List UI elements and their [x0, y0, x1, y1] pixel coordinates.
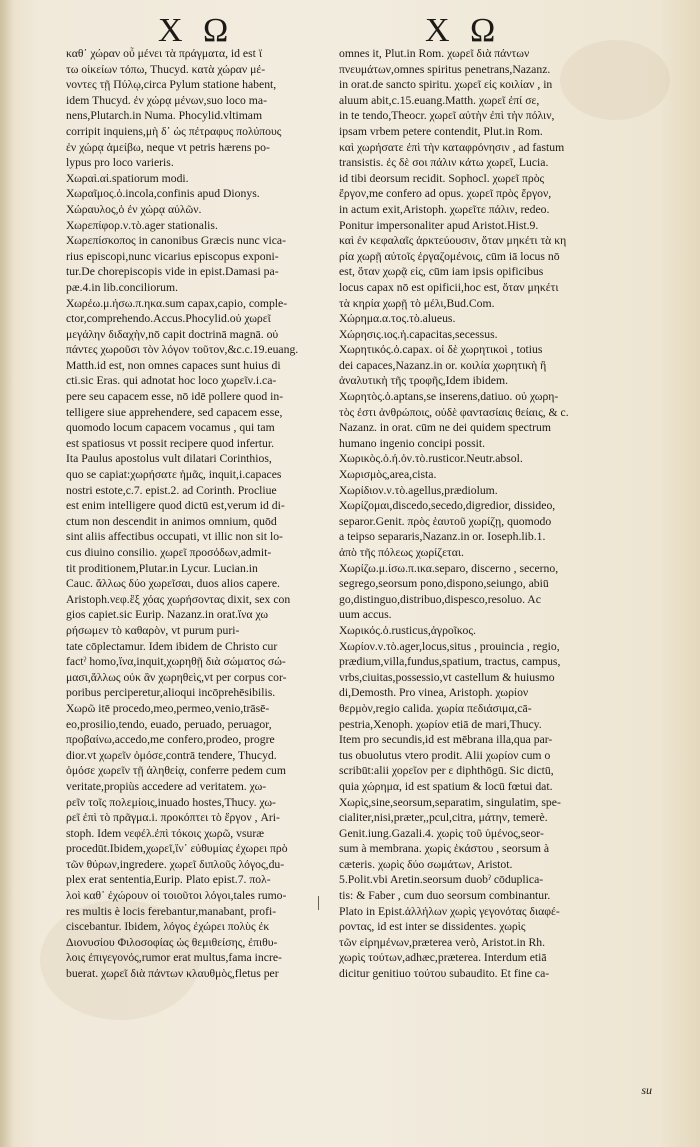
text-line: μασι,ἄλλως οὐκ ἂν χωρηθεὶς,vt per corpus cor-	[66, 670, 287, 684]
text-line: pere seu capacem esse, nō idē pollere quod in-	[66, 390, 284, 404]
text-line: καθ᾽ χώραν οὖ μένει τὰ πράγματα, id est ϊ	[66, 47, 262, 60]
text-line: corripit inquiens,μὴ δ᾽ ὡς πέτραφυς πολύπους	[66, 124, 282, 138]
text-line: Cauc. ἄλλως δύο χωρεῖσαι, duos alios capere.	[66, 577, 280, 591]
text-line: pestria,Xenoph. χωρίον etiā de mari,Thucy.	[339, 717, 542, 731]
text-line: quo se capiat:χωρήσατε ἡμᾶς, inquit,i.capaces	[66, 468, 282, 482]
text-line: omnes it, Plut.in Rom. χωρεῖ διὰ πάντων	[339, 47, 530, 60]
text-line: Χωρὶς,sine,seorsum,separatim, singulatim, spe-	[339, 795, 561, 809]
text-line: cti.sic Eras. qui adnotat hoc loco χωρεῖν.i.ca-	[66, 374, 277, 388]
text-line: di,Demosth. Pro vinea, Aristoph. χωρίον	[339, 686, 529, 700]
text-line: τὸς ἐστι ἀνθρώποις, οὐδὲ φαντασίαις θείαις, & c.	[339, 405, 569, 419]
text-line: dicitur genitiuo τούτου subaudito. Et fine ca-	[339, 967, 550, 981]
text-line: Χωρητικός.ὁ.capax. οἱ δὲ χωρητικοὶ , totius	[339, 343, 543, 357]
text-line: tis: & Faber , cum duo seorsum combinantur.	[339, 889, 551, 903]
gutter-mark	[318, 896, 319, 910]
text-line: πνευμάτων,omnes spiritus penetrans,Nazanz.	[339, 62, 551, 76]
text-line: prædium,villa,fundus,spatium, tractus, campus,	[339, 655, 561, 669]
text-line: lypus pro loco varieris.	[66, 156, 174, 170]
text-line: poribus perciperetur,alioqui incōprehēsibilis.	[66, 686, 276, 700]
text-line: telligere siue apprehendere, sed capacem esse,	[66, 405, 283, 419]
text-line: cus diuino consilio. χωρεῖ προσόδων,admit-	[66, 546, 272, 559]
text-line: transistis. ἐς δὲ σοι πάλιν κάτω χωρεῖ, Lucia.	[339, 156, 549, 170]
text-line: τῶν εἰρημένων,præterea verò, Aristot.in Rh.	[339, 935, 546, 949]
text-line: ἀναλυτικὴ τῆς τροφῆς,Idem ibidem.	[339, 374, 508, 388]
left-column	[66, 46, 336, 1076]
text-line: plex erat sententia,Eurip. Plato epist.7. πολ-	[66, 873, 271, 887]
text-line: tur.De chorepiscopis vide in epist.Damasi pa-	[66, 265, 279, 279]
text-line: idem Thucyd. ἐν χώρᾳ μένων,suo loco ma-	[66, 93, 267, 107]
text-line: Χωραῖμος.ὁ.incola,confinis apud Dionys.	[66, 187, 260, 201]
text-line: ροντας, id est inter se dissidentes. χωρὶς	[339, 920, 526, 934]
text-line: tus obuolutus vtero prodit. Alii χωρίον cum ο	[339, 748, 551, 762]
text-line: ὁμόσε χωρεῖν τῇ ἀληθείᾳ, conferre pedem cum	[66, 764, 286, 778]
text-line: humano ingenio concipi possit.	[339, 436, 486, 450]
text-line: Διονυσίου Φιλοσοφίας ὡς θεμιθείσης, ἐπιθυ-	[66, 935, 278, 949]
text-line: id tibi deorsum recidit. Sophocl. χωρεῖ πρὸς	[339, 171, 545, 185]
text-line: ctor,comprehendo.Accus.Phocylid.οὐ χωρεῖ	[66, 312, 271, 326]
text-line: Χώρημα.α.τος.τὸ.alueus.	[339, 312, 456, 326]
text-line: Χωρέω.μ.ήσω.π.ηκα.sum capax,capio, comple-	[66, 296, 288, 310]
text-line: in actum exit,Aristoph. χωρεῖτε πάλιν, redeo.	[339, 202, 550, 216]
text-line: sint aliis affectibus occupati, vt illic non sit lo-	[66, 530, 283, 544]
text-line: ἔργον,me confero ad opus. χωρεῖ πρὸς ἔργον,	[339, 187, 552, 201]
text-line: νοντες τῇ Πύλῳ,circa Pylum statione habent,	[66, 78, 277, 92]
text-line: quomodo locum capacem vocamus , qui tam	[66, 421, 275, 435]
text-line: sum à membrana. χωρὶς ἑκάστου , seorsum à	[339, 842, 550, 856]
text-line: res multis è locis ferebantur,manabant, profi-	[66, 904, 277, 918]
text-line: Χώρησις.ιος.ἡ.capacitas,secessus.	[339, 327, 498, 341]
text-line: cæteris. χωρὶς δύο σωμάτων, Aristot.	[339, 857, 513, 871]
text-line: aluum abit,c.15.euang.Matth. χωρεῖ ἐπί σε,	[339, 93, 540, 107]
text-line: Χωρισμὸς,area,cista.	[339, 468, 437, 482]
text-line: ipsam vrbem petere contendit, Plut.in Rom.	[339, 124, 543, 138]
right-column	[339, 46, 609, 1076]
text-line: dei capaces,Nazanz.in or. κοιλία χωρητικὴ ἢ	[339, 358, 547, 372]
text-line: τῶν θύρων,ingredere. χωρεῖ διπλοῦς λόγος,du-	[66, 857, 285, 871]
running-header-right: X Ω	[425, 12, 502, 49]
text-line: Ita Paulus apostolus vult dilatari Corinthios,	[66, 452, 272, 466]
text-line: uum accus.	[339, 608, 392, 622]
text-line: rius episcopi,nunc vicarius episcopus exponi-	[66, 249, 279, 263]
text-line: locus capax nō est opificii,hoc est, ὅταν μηκέτι	[339, 280, 559, 294]
text-line: Χωρίζομαι,discedo,secedo,digredior, dissideo,	[339, 499, 556, 513]
text-line: μεγάλην διδαχὴν,nō capit doctrinā magnā. οὐ	[66, 327, 279, 341]
text-line: χωρὶς τούτων,adhæc,præterea. Interdum etiā	[339, 951, 547, 965]
text-line: in orat.de sancto spiritu. χωρεῖ εἰς κοιλίαν , in	[339, 78, 553, 92]
text-line: scribūt:alii χορεῖον per ε diphthōgū. Sic dictū,	[339, 764, 554, 778]
text-line: Ponitur impersonaliter apud Aristot.Hist.9.	[339, 218, 539, 232]
text-line: vrbs,ciuitas,possessio,vt castellum & huiusmo	[339, 670, 555, 684]
text-line: gios capiet.sic Eurip. Nazanz.in orat.ἵνα χω	[66, 608, 269, 622]
text-line: quia χώρημα, id est spatium & locū fœtui dat.	[339, 779, 553, 793]
text-line: est enim intelligere quod dictū est,verum id di-	[66, 499, 285, 513]
text-line: Χωρῶ itē procedo,meo,permeo,venio,trāsē-	[66, 701, 270, 715]
text-line: eo,prosilio,tendo, euado, peruado, peruagor,	[66, 717, 272, 731]
text-line: factˀ homo,ἵνα,inquit,χωρηθῇ διὰ σώματος σώ-	[66, 655, 286, 669]
text-line: ctum non descendit in animos omnium, quōd	[66, 514, 277, 528]
text-line: ἐν χώρᾳ ἀμείβω, neque vt petris hærens po-	[66, 140, 270, 154]
binding-shadow	[0, 0, 14, 1147]
text-line: καὶ ἐν κεφαλαῖς ἀρκτεύουσιν, ὅταν μηκέτι τὰ κη	[339, 234, 567, 248]
text-line: pæ.4.in lib.conciliorum.	[66, 280, 178, 294]
text-line: est spatiosus vt possit recipere quod infertur.	[66, 436, 275, 450]
text-line: τω οἰκείων τόπω, Thucyd. κατὰ χώραν μέ-	[66, 62, 266, 76]
text-line: Plato in Epist.ἀλλήλων χωρὶς γεγονότας διαφέ-	[339, 904, 560, 918]
text-line: Aristoph.νεφ.ἓξ χόας χωρήσοντας dixit, sex con	[66, 592, 291, 606]
text-line: segrego,seorsum pono,dispono,seiungo, abiū	[339, 577, 549, 591]
text-line: πάντες χωροῦσι τὸν λόγον τοῦτον,&c.c.19.euang.	[66, 343, 299, 357]
text-line: λοις ἐπιγεγονός,rumor erat multus,fama incre-	[66, 951, 282, 965]
catchword: su	[641, 1083, 652, 1097]
text-line: separor.Genit. πρὸς ἑαυτοῦ χωρίζῃ, quomodo	[339, 514, 552, 528]
text-line: nens,Plutarch.in Numa. Phocylid.vltimam	[66, 109, 263, 123]
text-line: procedūt.Ibidem,χωρεῖ,ἵν᾽ εὐθυμίας ἐχωρει πρὸ	[66, 842, 288, 856]
text-line: προβαίνω,accedo,me confero,prodeo, progre	[66, 733, 275, 747]
text-line: est, ὅταν χωρᾷ εἰς, cūm iam ipsis opificibus	[339, 265, 544, 279]
text-line: Χωρικός.ὁ.rusticus,ἀγροῖκος.	[339, 623, 476, 637]
text-line: θερμὸν,regio calida. χωρία πεδιάσιμα,cā-	[339, 701, 532, 715]
text-line: λοὶ καθ᾽ ἐχώρουν οἱ τοιοῦτοι λόγοι,tales rumo-	[66, 889, 287, 903]
text-line: Χωρεπίσκοπος in canonibus Græcis nunc vica-	[66, 234, 286, 248]
text-line: ρεῖ ἐπὶ τὸ πρᾶγμα.i. προκόπτει τὸ ἔργον , Ari-	[66, 811, 280, 825]
text-line: stoph. Idem νεφέλ.ἐπὶ τόκοις χωρῶ, vsuræ	[66, 826, 265, 840]
text-line: ρήσωμεν τὸ καθαρὸν, vt purum puri-	[66, 623, 240, 637]
text-line: Χωρικὸς.ὁ.ή.ὁν.τὸ.rusticor.Neutr.absol.	[339, 452, 523, 466]
text-line: go,distinguo,distribuo,dispesco,resoluo. Ac	[339, 592, 541, 606]
text-line: ἀπὸ τῆς πόλεως χωρίζεται.	[339, 546, 464, 559]
text-line: buerat. χωρεῖ διὰ πάντων κλαυθμὸς,fletus per	[66, 967, 279, 981]
text-line: 5.Polit.vbi Aretin.seorsum duobˀ cōduplica-	[339, 873, 544, 887]
text-line: cialiter,nisi,præter,,pcul,citra, μάτην, temerè.	[339, 811, 548, 825]
text-line: Χωρίζω.μ.ίσω.π.ικα.separo, discerno , secerno,	[339, 561, 559, 575]
text-line: ciscebantur. Ibidem, λόγος ἐχώρει πολὺς ἐκ	[66, 920, 270, 934]
text-line: in te tendo,Theocr. χωρεῖ αὐτὴν ἐπὶ τὴν πόλιν,	[339, 109, 555, 123]
text-line: a teipso separaris,Nazanz.in or. Ioseph.lib.1.	[339, 530, 546, 544]
text-line: καὶ χωρήσατε ἐπὶ τὴν καταφρόνησιν , ad fastum	[339, 140, 565, 154]
text-line: Χώραυλος,ὁ ἐν χώρᾳ αὐλῶν.	[66, 202, 202, 216]
text-line: Matth.id est, non omnes capaces sunt huius di	[66, 358, 281, 372]
running-header-left: X Ω	[158, 12, 235, 49]
text-line: dior.vt χωρεῖν ὁμόσε,contrā tendere, Thucyd.	[66, 748, 277, 762]
text-line: Χωρητὸς.ὁ.aptans,se inserens,datiuo. οὐ χωρη-	[339, 390, 559, 404]
text-line: Χωρεπίφορ.ν.τὸ.ager stationalis.	[66, 218, 218, 232]
text-line: ρεῖν τοῖς πολεμίοις,inuado hostes,Thucy. χω-	[66, 795, 276, 809]
text-line: veritate,propiùs accedere ad veritatem. χω-	[66, 779, 267, 793]
text-line: tit proditionem,Plutar.in Lycur. Lucian.in	[66, 561, 258, 575]
text-line: Nazanz. in orat. cūm ne dei quidem spectrum	[339, 421, 551, 435]
text-line: tate cōplectamur. Idem ibidem de Christo cur	[66, 639, 278, 653]
text-line: nostri estote,c.7. epist.2. ad Corinth. Procliue	[66, 483, 277, 497]
text-line: Item pro secundis,id est mēbrana illa,qua par-	[339, 733, 553, 747]
text-line: Genit.iung.Gazali.4. χωρὶς τοῦ ὑμένος,seor-	[339, 826, 544, 840]
text-line: Χωραὶ.αἱ.spatiorum modi.	[66, 171, 189, 185]
text-line: ρία χωρῇ αὐτοῖς ἐργαζομένοις, cūm iā locus nō	[339, 249, 560, 263]
text-line: Χωρίδιον.ν.τὸ.agellus,prædiolum.	[339, 483, 498, 497]
text-line: τὰ κηρία χωρῇ τὸ μέλι,Bud.Com.	[339, 296, 495, 310]
text-line: Χωρίον.ν.τὸ.ager,locus,situs , prouincia , regio,	[339, 639, 560, 653]
